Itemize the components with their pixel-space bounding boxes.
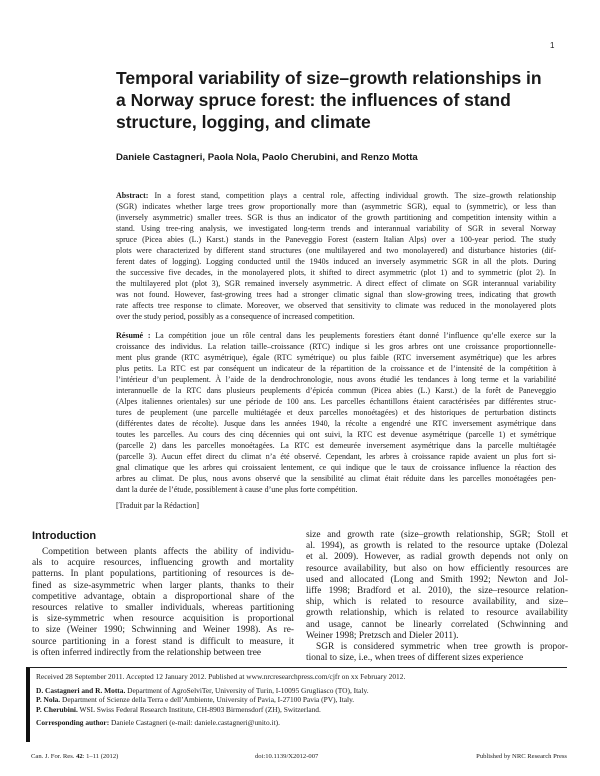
text-line: patterns. In plant populations, partitioning of resources is de- xyxy=(32,569,294,580)
text-line: Competition between plants affects the ability of individu- xyxy=(42,547,294,557)
affiliation: P. Nola. Department of Scienze della Terra e dell’Ambiente, University of Pavia, I-27100 Pavia (PV), Italy. xyxy=(36,695,355,705)
text-line: dant la durée de l’étude, possiblement à cause d’une plus forte compétition. xyxy=(116,485,358,494)
text-line: over the study period, possibly as a consequence of increased competition. xyxy=(116,312,355,321)
text-line: is often inferred indirectly from the relationship between tree xyxy=(32,647,262,658)
page-number: 1 xyxy=(550,41,555,50)
abstract xyxy=(116,190,556,322)
text-line: competitive advantage, obtain a disproportional share of the xyxy=(32,591,294,602)
text-line: gnal climatique que les arbres qui croissaient lentement, ce qui indique que le taux de croissance influence la réaction des xyxy=(116,463,556,472)
corresponding-author: Corresponding author: Daniele Castagneri (e-mail: daniele.castagneri@unito.it). xyxy=(36,718,280,728)
text-line: (différentes dates de récolte). Jusque dans les années 1940, la récolte a engendré une RTC inversement asymétrique dans xyxy=(116,419,556,428)
text-line: liffe 1998; Bradford et al. 2010), the size–resource relation- xyxy=(306,586,568,597)
text-line: the multilayered plot (plot 3), SGR remained inversely asymmetric. A direct effect of climate on SGR interannual variability xyxy=(116,279,556,288)
author-list: Daniele Castagneri, Paola Nola, Paolo Cherubini, and Renzo Motta xyxy=(116,152,418,163)
text-line: croissance des individus. La relation taille–croissance (RTC) indique si les gros arbres ont une croissance proportionnelle- xyxy=(116,342,556,351)
intro-right-column xyxy=(306,530,568,664)
text-line: resources relative to smaller individuals, whereas partitioning xyxy=(32,603,294,614)
text-line: (parcelle 2) dans les parcelles monoétagées. La RTC est demeurée inversement asymétrique dans la parcelle multiétagée xyxy=(116,441,556,450)
text-line: resource availability, but also on how efficiently resources are xyxy=(306,563,568,574)
text-line: stand. Using tree-ring analysis, we investigated long-term trends and interannual variability of SGR in several Norway xyxy=(116,224,556,233)
affiliation: P. Cherubini. WSL Swiss Federal Research Institute, CH-8903 Birmensdorf (ZH), Switzerland. xyxy=(36,704,321,714)
text-line: et al. 2009). However, as radial growth depends not only on xyxy=(306,552,568,563)
text-line: ment plus grande (RTC asymétrique), égale (RTC symétrique) ou plus faible (RTC inversement asymétrique) que les arbres xyxy=(116,353,556,362)
text-line: SGR is considered symmetric when tree growth is propor- xyxy=(316,642,568,653)
text-line: als to acquire resources, influencing growth and mortality xyxy=(32,558,294,569)
text-line: (SGR) indicates whether large trees grow proportionally more than (asymmetric SGR), equal to (symmetric), or less than xyxy=(116,202,556,211)
text-line: al. 1994), as growth is related to the resource uptake (Dolezal xyxy=(306,541,568,552)
text-line: Weiner 1998; Pretzsch and Dieler 2011). xyxy=(306,630,459,641)
text-line: Résumé : La compétition joue un rôle central dans les peuplements forestiers étant donné l’influence qu’elle exerce sur la xyxy=(116,331,556,340)
affiliation: D. Castagneri and R. Motta. Department of AgroSelviTer, University of Turin, I-10095 Grugliasco (TO), Italy. xyxy=(36,685,369,695)
text-line: ferent dates of logging). Logging conducted until the 1940s induced an inversely asymmetric SGR in all the plots. During xyxy=(116,257,556,266)
journal-citation: Can. J. For. Res. 42: 1–11 (2012) xyxy=(31,753,119,760)
text-line: (parcelle 3). Aucun effet direct du climat n’a été observé. Cependant, les arbres à croissance rapide avaient un plus fort si- xyxy=(116,452,556,461)
text-line: ship, which is related to resource availability, and size– xyxy=(306,597,568,608)
text-line: spruce (Picea abies (L.) Karst.) stands in the Paneveggio Forest (eastern Italian Alps) over a 100-year period. The study xyxy=(116,235,556,244)
resume xyxy=(116,330,556,495)
text-line: rate affects tree response to climate. Moreover, we observed that sensitivity to climate was reduced in the monolayered plots xyxy=(116,301,556,310)
text-line: the successive five decades, in the monolayered plots, it shifted to direct asymmetric (plot 1) and to symmetric (plot 2). In xyxy=(116,268,556,277)
text-line: interannuelle de la RTC dans plusieurs peuplements d’épicéa commun (Picea abies (L.) Karst.) de la forêt de Paneveggio xyxy=(116,386,556,395)
text-line: and usage, cannot be linearly correlated (Schwinning and xyxy=(306,619,568,630)
text-line: tional to size, i.e., when trees of different sizes experience xyxy=(306,653,524,664)
text-line: source partitioning in a forest stand is difficult to measure, it xyxy=(32,636,294,647)
article-title xyxy=(116,67,576,133)
text-line: fined as size-asymmetric when larger plants, thanks to their xyxy=(32,580,294,591)
text-line: to size (Weiner 1990; Schwinning and Weiner 1998). As re- xyxy=(32,625,294,636)
text-line: tures de peuplement (une parcelle multiétagée et deux parcelles monoétagées) et des historiques de perturbation distincts xyxy=(116,408,556,417)
intro-left-column xyxy=(32,547,294,659)
text-line: plus petits. La RTC est par conséquent un indicateur de la répartition de la croissance et de l’intensité de la compétition à xyxy=(116,364,556,373)
doi: doi:10.1139/X2012-007 xyxy=(255,753,319,760)
label: Résumé : xyxy=(116,331,151,340)
text-line: was not found. However, fast-growing trees had a stronger climatic signal than slow-growing trees, indicating that growth xyxy=(116,290,556,299)
publisher: Published by NRC Research Press xyxy=(476,753,567,760)
text-line: toutes les parcelles. Au cours des cinq décennies qui ont suivi, la RTC est devenue asymétrique (parcelle 1) et symétrique xyxy=(116,430,556,439)
translation-note: [Traduit par la Rédaction] xyxy=(116,501,200,510)
footnote-box xyxy=(26,667,567,742)
text-line: size and growth rate (size–growth relationship, SGR; Stoll et xyxy=(306,530,568,540)
text-line: (Alpes italiennes orientales) sur une période de 100 ans. Les parcelles échantillons étaient caractérisées par différentes struc- xyxy=(116,397,556,406)
text-line: plots were characterized by different stand structures (one multilayered and two monolayered) and disturbance histories (dif- xyxy=(116,246,556,255)
title-line: Temporal variability of size–growth relationships in xyxy=(116,68,542,88)
text-line: arbres au climat. De plus, nous avons observé que la sensibilité au climat était réduite dans les parcelles monoétagées pen- xyxy=(116,474,556,483)
text-line: used and allocated (Long and Smith 1992; Newton and Jol- xyxy=(306,574,568,585)
text-line: (inversely asymmetric) smaller trees. SGR is thus an indicator of the growth partitioning and competition intensity within a xyxy=(116,213,556,222)
text-line: l’intérieur d’un peuplement. À l’aide de la dendrochronologie, nous avons étudié les tendances à long terme et la variabilité xyxy=(116,375,556,384)
title-line: structure, logging, and climate xyxy=(116,112,371,132)
text-line: Abstract: In a forest stand, competition plays a central role, affecting individual growth. The size–growth relationship xyxy=(116,191,556,200)
label: Abstract: xyxy=(116,191,149,200)
section-heading: Introduction xyxy=(32,530,97,542)
title-line: a Norway spruce forest: the influences of stand xyxy=(116,90,511,110)
text-line: is size-symmetric when resource acquisition is proportional xyxy=(32,614,294,625)
received-dates: Received 28 September 2011. Accepted 12 January 2012. Published at www.nrcresearchpress.com/cjfr on xx February 2012. xyxy=(36,672,406,681)
text-line: growth relationship, which is related to resource availability xyxy=(306,608,568,619)
